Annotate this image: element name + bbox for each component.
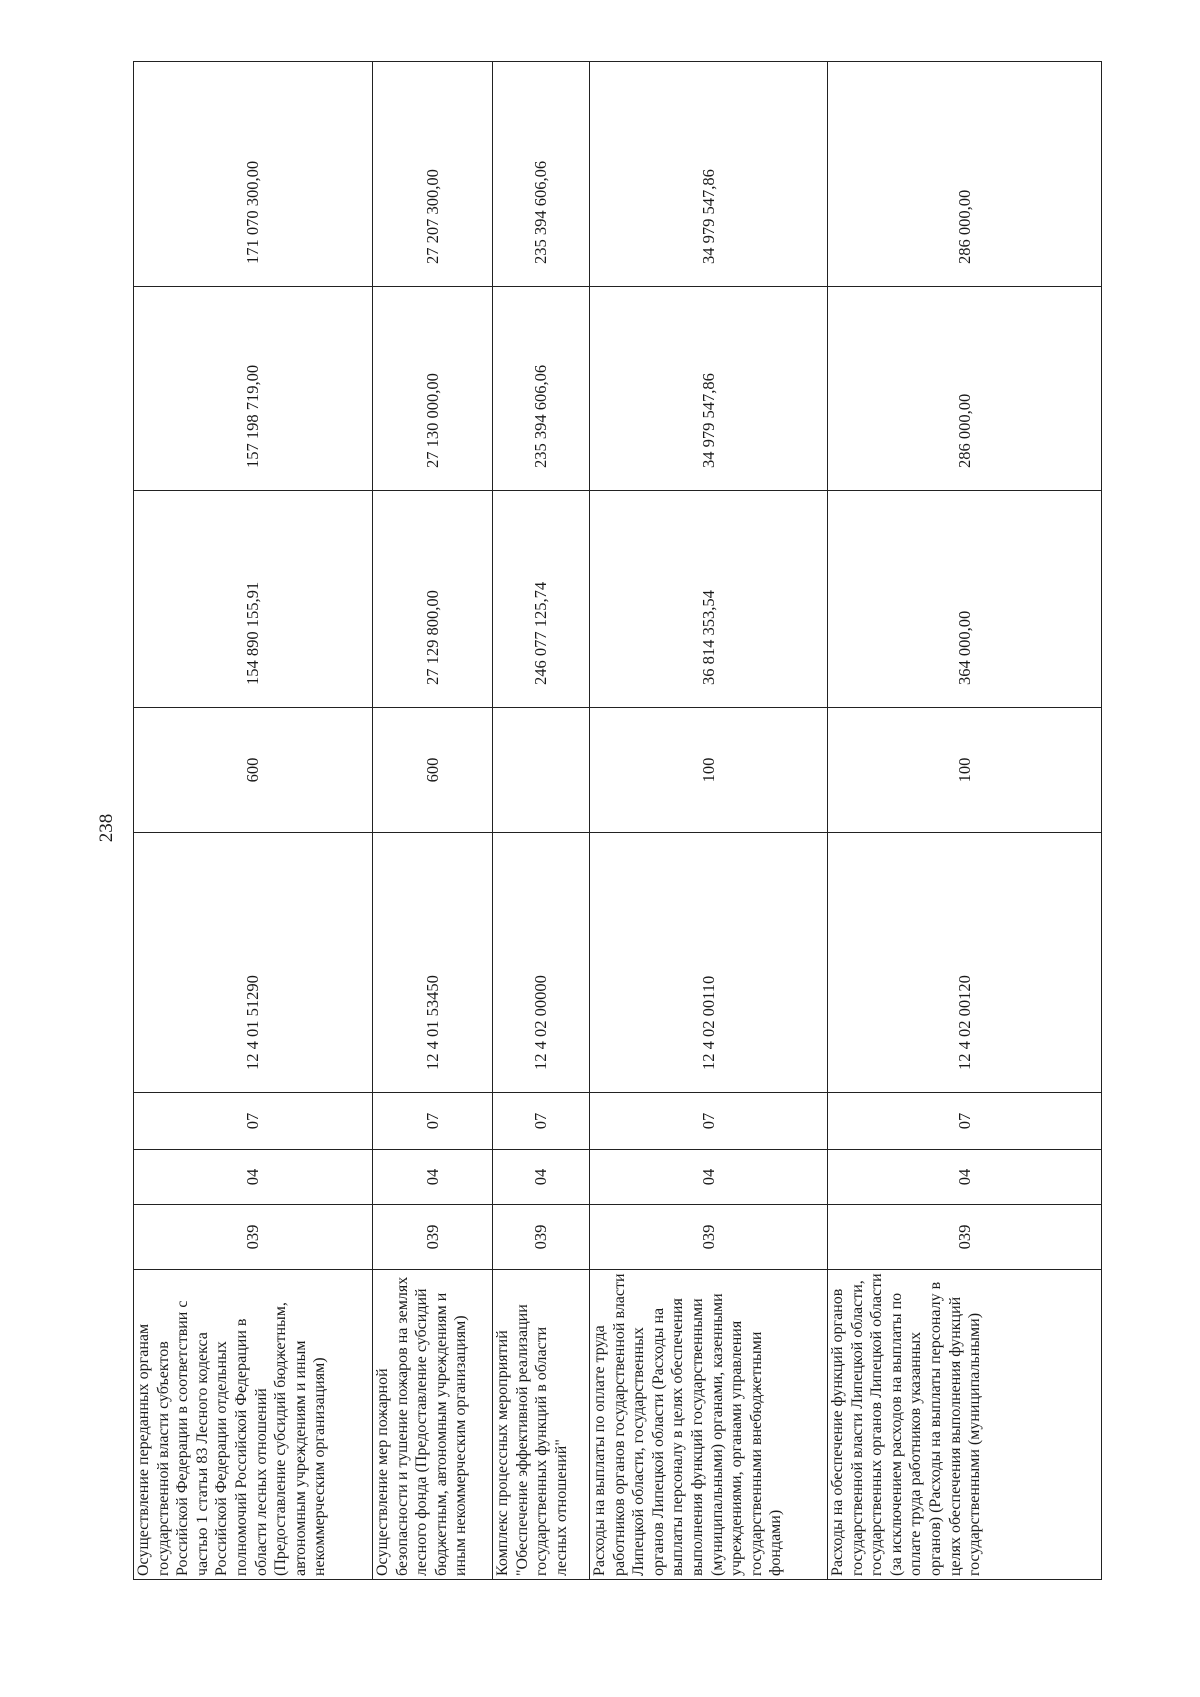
target-code: 12 4 02 00110 xyxy=(590,833,828,1093)
amount-3: 235 394 606,06 xyxy=(493,62,590,287)
rotated-table-container xyxy=(133,62,1101,1580)
section-code: 04 xyxy=(493,1150,590,1205)
amount-1: 36 814 353,54 xyxy=(590,491,828,708)
expense-type-code: 100 xyxy=(590,708,828,833)
row-name: Осуществление мер пожарной безопасности и тушение пожаров на землях лесного фонда (Предоставление субсидий бюджетным, автономным учреждениям и иным некоммерческим организациям) xyxy=(373,1270,493,1580)
budget-table xyxy=(133,61,1102,1580)
expense-type-code xyxy=(493,708,590,833)
expense-type-code: 600 xyxy=(373,708,493,833)
amount-1: 364 000,00 xyxy=(828,491,1102,708)
target-code: 12 4 01 51290 xyxy=(134,833,373,1093)
amount-2: 157 198 719,00 xyxy=(134,287,373,491)
amount-3: 34 979 547,86 xyxy=(590,62,828,287)
section-code: 04 xyxy=(373,1150,493,1205)
ministry-code: 039 xyxy=(590,1205,828,1270)
amount-1: 27 129 800,00 xyxy=(373,491,493,708)
amount-3: 171 070 300,00 xyxy=(134,62,373,287)
section-code: 04 xyxy=(590,1150,828,1205)
amount-2: 27 130 000,00 xyxy=(373,287,493,491)
page-number: 238 xyxy=(96,813,117,843)
table-row xyxy=(828,62,1102,1580)
subsection-code: 07 xyxy=(373,1093,493,1150)
table-row xyxy=(373,62,493,1580)
section-code: 04 xyxy=(828,1150,1102,1205)
ministry-code: 039 xyxy=(373,1205,493,1270)
target-code: 12 4 02 00120 xyxy=(828,833,1102,1093)
amount-1: 154 890 155,91 xyxy=(134,491,373,708)
row-name: Комплекс процессных мероприятий "Обеспечение эффективной реализации государственных функций в области лесных отношений" xyxy=(493,1270,590,1580)
amount-2: 286 000,00 xyxy=(828,287,1102,491)
target-code: 12 4 01 53450 xyxy=(373,833,493,1093)
table-row xyxy=(134,62,373,1580)
expense-type-code: 100 xyxy=(828,708,1102,833)
subsection-code: 07 xyxy=(134,1093,373,1150)
amount-2: 235 394 606,06 xyxy=(493,287,590,491)
expense-type-code: 600 xyxy=(134,708,373,833)
table-row xyxy=(590,62,828,1580)
subsection-code: 07 xyxy=(590,1093,828,1150)
row-name: Расходы на выплаты по оплате труда работников органов государственной власти Липецкой области, государственных органов Липецкой области (Расходы на выплаты персоналу в целях обеспечения выполнения функций государственными (муниципальными) органами, казенными учреждениями, органами управления государственными внебюджетными фондами) xyxy=(590,1270,828,1580)
ministry-code: 039 xyxy=(134,1205,373,1270)
row-name: Расходы на обеспечение функций органов государственной власти Липецкой области, государственных органов Липецкой области (за исключением расходов на выплаты по оплате труда работников указанных органов) (Расходы на выплаты персоналу в целях обеспечения выполнения функций государственными (муниципальными) xyxy=(828,1270,1102,1580)
subsection-code: 07 xyxy=(828,1093,1102,1150)
row-name: Осуществление переданных органам государственной власти субъектов Российской Федерации в соответствии с частью 1 статьи 83 Лесного кодекса Российской Федерации отдельных полномочий Российской Федерации в области лесных отношений (Предоставление субсидий бюджетным, автономным учреждениям и иным некоммерческим организациям) xyxy=(134,1270,373,1580)
ministry-code: 039 xyxy=(828,1205,1102,1270)
ministry-code: 039 xyxy=(493,1205,590,1270)
subsection-code: 07 xyxy=(493,1093,590,1150)
section-code: 04 xyxy=(134,1150,373,1205)
table-row xyxy=(493,62,590,1580)
amount-1: 246 077 125,74 xyxy=(493,491,590,708)
amount-3: 286 000,00 xyxy=(828,62,1102,287)
amount-3: 27 207 300,00 xyxy=(373,62,493,287)
amount-2: 34 979 547,86 xyxy=(590,287,828,491)
target-code: 12 4 02 00000 xyxy=(493,833,590,1093)
